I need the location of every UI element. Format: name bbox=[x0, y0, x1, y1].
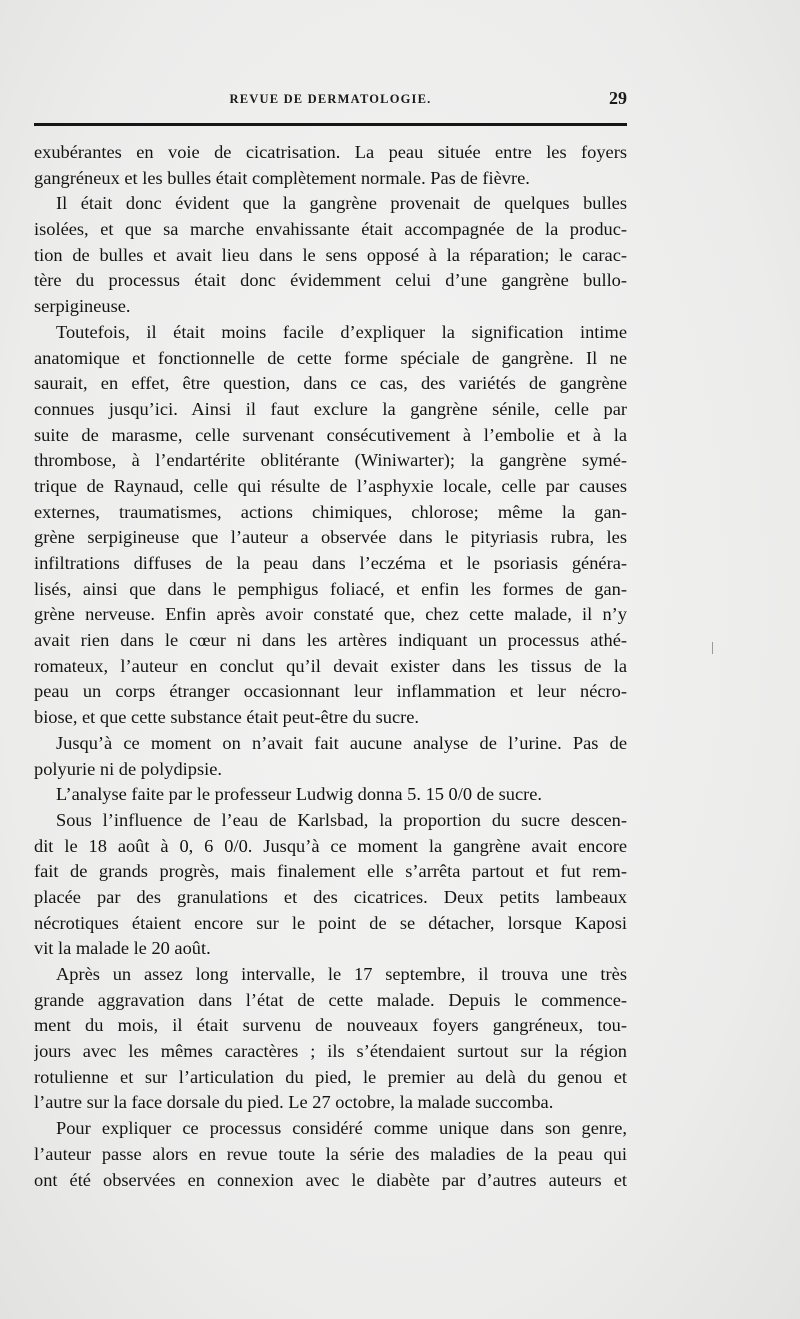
text-line: externes, traumatismes, actions chimiques, chlorose; même la gan- bbox=[34, 501, 627, 522]
text-line: polyurie ni de polydipsie. bbox=[34, 758, 222, 779]
paragraph bbox=[34, 782, 627, 808]
page-number: 29 bbox=[609, 88, 627, 108]
text-line: l’auteur passe alors en revue toute la série des maladies de la peau qui bbox=[34, 1143, 627, 1164]
text-line: saurait, en effet, être question, dans ce cas, des variétés de gangrène bbox=[34, 373, 627, 394]
text-line: Sous l’influence de l’eau de Karlsbad, la proportion du sucre descen- bbox=[56, 809, 627, 830]
text-line: peau un corps étranger occasionnant leur inflammation et leur nécro- bbox=[34, 681, 627, 702]
text-line: romateux, l’auteur en conclut qu’il devait exister dans les tissus de la bbox=[34, 655, 627, 676]
text-line: fait de grands progrès, mais finalement elle s’arrêta partout et fut rem- bbox=[34, 861, 627, 882]
paragraph bbox=[34, 962, 627, 1116]
text-line: grène nerveuse. Enfin après avoir constaté que, chez cette malade, il n’y bbox=[34, 604, 627, 625]
text-line: placée par des granulations et des cicatrices. Deux petits lambeaux bbox=[34, 886, 627, 907]
body-text bbox=[34, 140, 627, 1193]
text-line: grande aggravation dans l’état de cette malade. Depuis le commence- bbox=[34, 989, 627, 1010]
text-line: vit la malade le 20 août. bbox=[34, 938, 211, 959]
text-line: thrombose, à l’endartérite oblitérante (Winiwarter); la gangrène symé- bbox=[34, 450, 627, 471]
text-line: dit le 18 août à 0, 6 0/0. Jusqu’à ce moment la gangrène avait encore bbox=[34, 835, 627, 856]
text-line: gangréneux et les bulles était complètement normale. Pas de fièvre. bbox=[34, 167, 530, 188]
text-line: nécrotiques étaient encore sur le point de se détacher, lorsque Kaposi bbox=[34, 912, 627, 933]
paragraph bbox=[34, 808, 627, 962]
text-line: anatomique et fonctionnelle de cette forme spéciale de gangrène. Il ne bbox=[34, 347, 627, 368]
paragraph bbox=[34, 731, 627, 782]
text-line: connues jusqu’ici. Ainsi il faut exclure la gangrène sénile, celle par bbox=[34, 398, 627, 419]
text-line: ment du mois, il était survenu de nouveaux foyers gangréneux, tou- bbox=[34, 1015, 627, 1036]
text-line: l’autre sur la face dorsale du pied. Le 27 octobre, la malade succomba. bbox=[34, 1092, 554, 1113]
paragraph bbox=[34, 320, 627, 731]
text-line: suite de marasme, celle survenant consécutivement à l’embolie et à la bbox=[34, 424, 627, 445]
text-line: lisés, ainsi que dans le pemphigus foliacé, et enfin les formes de gan- bbox=[34, 578, 627, 599]
header-rule bbox=[34, 123, 627, 126]
text-line: tion de bulles et avait lieu dans le sens opposé à la réparation; le carac- bbox=[34, 244, 627, 265]
page-header bbox=[34, 88, 627, 116]
text-line: Il était donc évident que la gangrène provenait de quelques bulles bbox=[56, 193, 627, 214]
text-line: tère du processus était donc évidemment celui d’une gangrène bullo- bbox=[34, 270, 627, 291]
text-line: infiltrations diffuses de la peau dans l’eczéma et le psoriasis généra- bbox=[34, 553, 627, 573]
text-line: ont été observées en connexion avec le diabète par d’autres auteurs et bbox=[34, 1169, 627, 1190]
text-line: grène serpigineuse que l’auteur a observée dans le pityriasis rubra, les bbox=[34, 527, 627, 548]
text-line: avait rien dans le cœur ni dans les artères indiquant un processus athé- bbox=[34, 630, 627, 651]
text-line: biose, et que cette substance était peut-être du sucre. bbox=[34, 707, 420, 728]
text-line: trique de Raynaud, celle qui résulte de l’asphyxie locale, celle par causes bbox=[34, 475, 627, 496]
text-line: Après un assez long intervalle, le 17 septembre, il trouva une très bbox=[56, 964, 627, 984]
text-line: isolées, et que sa marche envahissante était accompagnée de la produc- bbox=[34, 219, 627, 240]
text-line: Jusqu’à ce moment on n’avait fait aucune analyse de l’urine. Pas de bbox=[56, 732, 627, 753]
text-line: exubérantes en voie de cicatrisation. La peau située entre les foyers bbox=[34, 142, 627, 162]
text-line: Pour expliquer ce processus considéré comme unique dans son genre, bbox=[56, 1118, 627, 1139]
paragraph bbox=[34, 191, 627, 319]
text-line: serpigineuse. bbox=[34, 296, 131, 317]
running-title: REVUE DE DERMATOLOGIE. bbox=[229, 92, 432, 106]
text-line: jours avec les mêmes caractères ; ils s’étendaient surtout sur la région bbox=[34, 1041, 627, 1062]
text-line: rotulienne et sur l’articulation du pied, le premier au delà du genou et bbox=[34, 1066, 627, 1087]
text-line: Toutefois, il était moins facile d’expliquer la signification intime bbox=[56, 321, 627, 342]
margin-mark bbox=[712, 642, 713, 654]
text-line: L’analyse faite par le professeur Ludwig donna 5. 15 0/0 de sucre. bbox=[56, 784, 543, 805]
paragraph bbox=[34, 1116, 627, 1193]
paragraph bbox=[34, 140, 627, 191]
